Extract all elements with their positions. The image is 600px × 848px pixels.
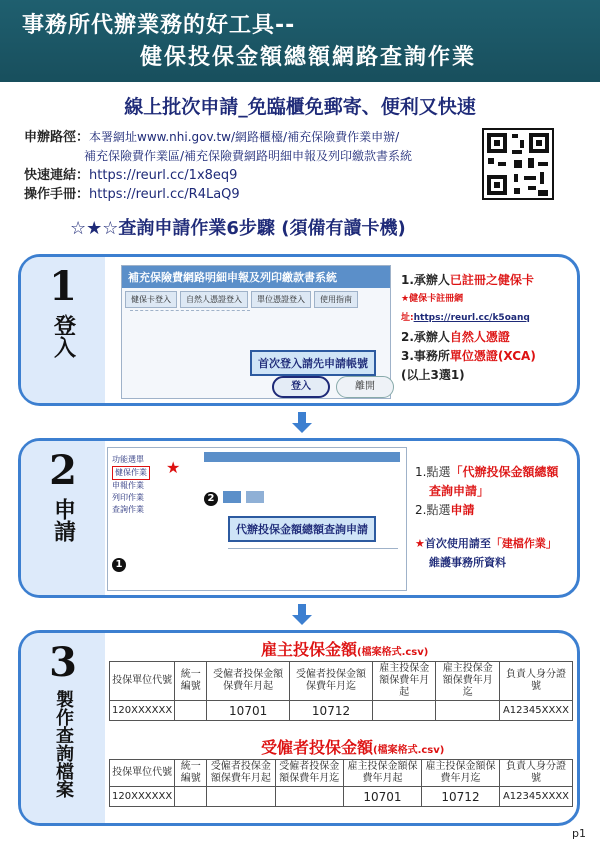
down-arrow-icon xyxy=(292,412,312,434)
path-label: 申辦路徑： xyxy=(24,130,90,145)
table-cell: A12345XXXX xyxy=(499,701,572,721)
qr-code[interactable] xyxy=(482,128,554,200)
menu-item-nhi[interactable]: 健保作業 xyxy=(112,466,150,480)
quick-link-label: 快速連結： xyxy=(24,168,90,183)
tab-nhi-card[interactable]: 健保卡登入 xyxy=(125,291,177,308)
down-arrow-icon xyxy=(292,604,312,626)
apply-buttons xyxy=(204,486,264,506)
step-2-label: 申請 xyxy=(50,498,76,542)
first-login-note: 首次登入請先申請帳號 xyxy=(250,350,376,376)
login-button[interactable]: 登入 xyxy=(272,376,330,398)
employer-header-row xyxy=(110,662,573,701)
menu-item-query[interactable]: 查詢作業 xyxy=(112,505,144,514)
employee-header-row xyxy=(110,760,573,787)
bullet-2-highlight: 自然人憑證 xyxy=(449,330,510,344)
banner-line-1: 事務所代辦業務的好工具-- xyxy=(22,13,296,38)
bullet-1-highlight: 已註冊之健保卡 xyxy=(449,273,534,287)
other-button[interactable] xyxy=(246,491,264,503)
path-value-2: 補充保險費作業區/補充保險費網路明細申報及列印繳款書系統 xyxy=(84,149,413,163)
header-cell: 受僱者投保金額保費年月迄 xyxy=(290,662,373,701)
steps-title xyxy=(70,214,406,240)
path-value: 本署網址www.nhi.gov.tw/網路櫃檯/補充保險費作業申辦/ xyxy=(89,130,400,144)
employer-format: (檔案格式.csv) xyxy=(357,647,429,658)
header-cell: 投保單位代號 xyxy=(110,662,175,701)
table-cell xyxy=(175,787,207,807)
header-cell: 統一編號 xyxy=(175,760,207,787)
step-3-badge xyxy=(21,633,105,823)
bullet-3-note: (以上3選1) xyxy=(401,368,465,382)
apply-shot-header xyxy=(204,452,400,462)
employer-table-title xyxy=(261,637,428,660)
header-cell: 雇主投保金額保費年月起 xyxy=(343,760,421,787)
step-1-panel xyxy=(18,254,580,406)
employee-table-title xyxy=(261,735,444,758)
header-cell: 雇主投保金額保費年月迄 xyxy=(436,662,500,701)
s2-note-a: 首次使用請至 xyxy=(424,537,491,550)
step-2-bullets xyxy=(415,463,579,572)
page-number: p1 xyxy=(572,827,586,840)
apply-form-area xyxy=(228,548,398,584)
step-1-badge xyxy=(21,257,105,403)
tab-citizen-cert[interactable]: 自然人憑證登入 xyxy=(180,291,248,308)
s2-bullet-1-highlight: 「代辦投保金額總額 xyxy=(450,465,559,479)
menu-title: 功能選單 xyxy=(112,455,144,464)
header-cell: 負責人身分證號 xyxy=(499,662,572,701)
marker-2-icon: 2 xyxy=(204,492,218,506)
table-cell: 10701 xyxy=(207,701,290,721)
login-tabs xyxy=(122,288,390,311)
s2-bullet-1-prefix: 1.點選 xyxy=(415,465,451,479)
title-banner xyxy=(0,0,600,82)
step-3-panel xyxy=(18,630,580,826)
bullet-2-prefix: 2.承辦人 xyxy=(401,330,450,344)
header-cell: 統一編號 xyxy=(175,662,207,701)
table-cell: 120XXXXXX xyxy=(110,701,175,721)
steps-title-text: 查詢申請作業6步驟 (須備有讀卡機) xyxy=(118,218,406,239)
nhi-card-note: ★健保卡註冊網址: xyxy=(401,294,464,323)
employee-title-text: 受僱者投保金額 xyxy=(261,738,374,757)
banner-line-2: 健保投保金額總額網路查詢作業 xyxy=(140,45,477,70)
header-cell: 雇主投保金額保費年月迄 xyxy=(421,760,499,787)
table-cell xyxy=(175,701,207,721)
apply-screenshot xyxy=(107,447,407,591)
bullet-3-prefix: 3.事務所 xyxy=(401,349,450,363)
header-cell: 受僱者投保金額保費年月起 xyxy=(207,760,275,787)
s2-note-b: 「建檔作業」 xyxy=(490,537,557,550)
employer-table xyxy=(109,661,573,721)
marker-1-icon: 1 xyxy=(112,558,126,572)
employer-title-text: 雇主投保金額 xyxy=(261,640,358,659)
step-1-bullets xyxy=(401,271,579,385)
login-shot-title: 補充保險費網路明細申報及列印繳款書系統 xyxy=(122,266,390,288)
step-1-label: 登入 xyxy=(50,314,76,358)
employee-format: (檔案格式.csv) xyxy=(373,745,445,756)
star-icon: ★ xyxy=(166,458,181,477)
header-cell: 受僱者投保金額保費年月起 xyxy=(207,662,290,701)
table-row xyxy=(110,701,573,721)
step-2-badge xyxy=(21,441,105,595)
s2-note-c: 維護事務所資料 xyxy=(429,556,506,569)
step-3-number: 3 xyxy=(49,639,77,686)
step-2-panel xyxy=(18,438,580,598)
quick-link[interactable]: https://reurl.cc/1x8eq9 xyxy=(89,168,238,183)
tab-unit-cert[interactable]: 單位憑證登入 xyxy=(251,291,311,308)
tab-guide[interactable]: 使用指南 xyxy=(314,291,358,308)
table-cell xyxy=(275,787,343,807)
table-cell: A12345XXXX xyxy=(500,787,573,807)
step-1-number: 1 xyxy=(49,263,77,310)
manual-link[interactable]: https://reurl.cc/R4LaQ9 xyxy=(89,187,240,202)
header-cell: 負責人身分證號 xyxy=(500,760,573,787)
header-cell: 投保單位代號 xyxy=(110,760,175,787)
table-cell: 10712 xyxy=(290,701,373,721)
s2-bullet-1-highlight-2: 查詢申請」 xyxy=(429,484,490,498)
apply-button[interactable] xyxy=(223,491,241,503)
employee-table xyxy=(109,759,573,807)
bullet-1-prefix: 1.承辦人 xyxy=(401,273,450,287)
step-2-number: 2 xyxy=(49,447,77,494)
leave-button[interactable]: 離開 xyxy=(336,376,394,398)
star-icon: ★ xyxy=(415,537,425,550)
s2-bullet-2-highlight: 申請 xyxy=(450,503,475,517)
table-row xyxy=(110,787,573,807)
header-cell: 雇主投保金額保費年月起 xyxy=(372,662,436,701)
table-cell: 10712 xyxy=(421,787,499,807)
info-block xyxy=(24,128,474,204)
login-screenshot xyxy=(121,265,391,399)
table-cell: 10701 xyxy=(343,787,421,807)
table-cell: 120XXXXXX xyxy=(110,787,175,807)
bullet-3-highlight: 單位憑證(XCA) xyxy=(449,349,536,363)
s2-bullet-2-prefix: 2.點選 xyxy=(415,503,451,517)
manual-label: 操作手冊： xyxy=(24,187,90,202)
menu-item-print[interactable]: 列印作業 xyxy=(112,493,144,502)
step-3-label: 製作查詢檔案 xyxy=(53,690,74,798)
subtitle: 線上批次申請_免臨櫃免郵寄、便利又快速 xyxy=(124,96,476,118)
login-form-area xyxy=(130,310,250,350)
table-cell xyxy=(207,787,275,807)
menu-item-declare[interactable]: 申報作業 xyxy=(112,481,144,490)
function-menu xyxy=(112,454,150,516)
header-cell: 受僱者投保金額保費年月迄 xyxy=(275,760,343,787)
nhi-card-link[interactable]: https://reurl.cc/k5oanq xyxy=(413,313,530,323)
agent-query-note: 代辦投保金額總額查詢申請 xyxy=(228,516,376,542)
table-cell xyxy=(436,701,500,721)
marker-1 xyxy=(112,552,126,572)
stars-icon: ☆★☆ xyxy=(70,218,119,239)
table-cell xyxy=(372,701,436,721)
